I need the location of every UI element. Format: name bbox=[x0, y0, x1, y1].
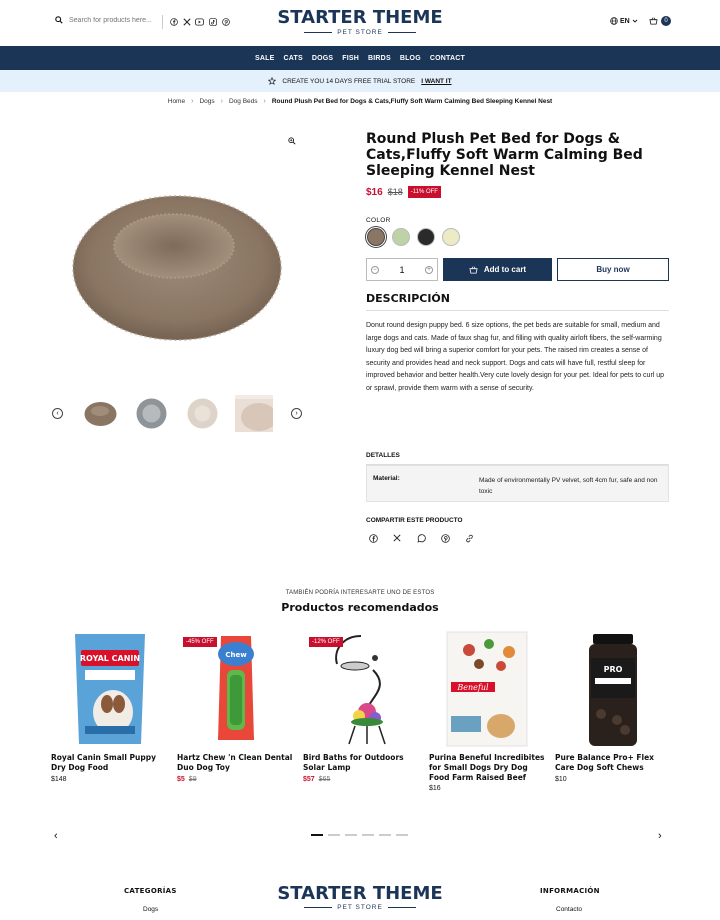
share-icons bbox=[368, 533, 474, 543]
product-card-price: $148 bbox=[51, 775, 67, 783]
buy-now-button[interactable]: Buy now bbox=[557, 258, 669, 281]
plus-icon[interactable]: + bbox=[425, 266, 433, 274]
promo-banner bbox=[0, 70, 720, 92]
product-card-price: $5 bbox=[177, 775, 185, 783]
detail-key: Material: bbox=[373, 475, 400, 482]
thumbnail-3[interactable] bbox=[184, 395, 221, 432]
breadcrumb bbox=[0, 98, 720, 105]
footer-logo-main: STARTER THEME bbox=[277, 883, 443, 904]
logo-main-text: STARTER THEME bbox=[277, 7, 443, 28]
product-card-name[interactable]: Purina Beneful Incredibites for Small Dogs Dry Dog Food Farm Raised Beef bbox=[429, 753, 545, 782]
facebook-icon[interactable] bbox=[169, 17, 178, 26]
product-card-name[interactable]: Hartz Chew 'n Clean Dental Duo Dog Toy bbox=[177, 753, 293, 772]
basket-icon bbox=[649, 17, 658, 25]
language-label: EN bbox=[620, 17, 630, 25]
search-icon bbox=[55, 16, 63, 24]
product-card[interactable] bbox=[429, 630, 547, 792]
zoom-icon[interactable] bbox=[288, 137, 296, 145]
tiktok-icon[interactable] bbox=[208, 17, 217, 26]
discount-badge: -11% OFF bbox=[408, 186, 441, 198]
product-card-old-price: $65 bbox=[318, 775, 331, 783]
svg-text:Chew: Chew bbox=[225, 651, 247, 659]
facebook-icon[interactable] bbox=[368, 533, 378, 543]
product-card-image[interactable] bbox=[429, 630, 547, 748]
footer-logo[interactable] bbox=[270, 884, 450, 911]
details-heading: DETALLES bbox=[366, 452, 669, 465]
product-card-name[interactable]: Royal Canin Small Puppy Dry Dog Food bbox=[51, 753, 156, 772]
description-heading: DESCRIPCIÓN bbox=[366, 292, 669, 311]
breadcrumb-current: Round Plush Pet Bed for Dogs & Cats,Fluffy Soft Warm Calming Bed Sleeping Kennel Nest bbox=[271, 98, 553, 105]
pinterest-icon[interactable] bbox=[221, 17, 230, 26]
product-description: Donut round design puppy bed. 6 size options, the pet beds are suitable for small, medium and large dogs and cats. Made of faux shag fur, and filling with quality airloft fibers, the self-warming luxury dog bed will bring a superior comfort for your pets. The raised rim creates a sense of security and provides head and neck support. Dogs and cats will have full, restful sleep for improved behavior and better health.Very cute lovely design for your pet. Ideal for pets to curl up or sprawl, provide them warm with a sense of security. bbox=[366, 322, 665, 392]
recommended-subtitle: TAMBIÉN PODRÍA INTERESARTE UNO DE ESTOS bbox=[285, 590, 435, 596]
x-icon[interactable] bbox=[182, 17, 191, 26]
carousel-dot[interactable] bbox=[362, 834, 374, 836]
product-card[interactable] bbox=[177, 630, 295, 783]
detail-value: Made of environmentally PV velvet, soft 4cm fur, safe and non toxic bbox=[479, 477, 658, 495]
chevron-left-icon: ‹ bbox=[54, 830, 58, 842]
gallery-next-button[interactable] bbox=[291, 408, 302, 419]
site-logo[interactable] bbox=[270, 8, 450, 36]
carousel-dot[interactable] bbox=[379, 834, 391, 836]
search-input[interactable] bbox=[69, 17, 154, 24]
product-title: Round Plush Pet Bed for Dogs & Cats,Fluffy Soft Warm Calming Bed Sleeping Kennel Nest bbox=[366, 131, 643, 179]
search-bar[interactable] bbox=[55, 16, 154, 24]
share-heading: COMPARTIR ESTE PRODUCTO bbox=[366, 517, 463, 524]
nav-item-sale[interactable]: SALE bbox=[255, 54, 275, 62]
product-card-price: $16 bbox=[429, 785, 441, 793]
carousel-dot[interactable] bbox=[311, 834, 323, 836]
social-links bbox=[169, 17, 230, 26]
language-selector[interactable] bbox=[610, 17, 638, 25]
breadcrumb-home[interactable]: Home bbox=[167, 98, 186, 105]
promo-text: CREATE YOU 14 DAYS FREE TRIAL STORE bbox=[282, 77, 416, 85]
link-icon[interactable] bbox=[464, 533, 474, 543]
globe-icon bbox=[610, 17, 618, 25]
cart-button[interactable] bbox=[649, 16, 671, 26]
product-card-name[interactable]: Pure Balance Pro+ Flex Care Dog Soft Chews bbox=[555, 753, 654, 772]
thumbnail-4[interactable] bbox=[235, 395, 273, 432]
discount-badge: -45% OFF bbox=[183, 637, 217, 647]
minus-icon[interactable]: − bbox=[371, 266, 379, 274]
thumbnail-2[interactable] bbox=[133, 395, 170, 432]
nav-item-birds[interactable]: BIRDS bbox=[368, 54, 391, 62]
carousel-prev-button[interactable] bbox=[54, 830, 58, 842]
carousel-dot[interactable] bbox=[396, 834, 408, 836]
nav-item-dogs[interactable]: DOGS bbox=[311, 54, 334, 62]
footer-info-title: INFORMACIÓN bbox=[540, 887, 600, 895]
thumbnail-1[interactable] bbox=[82, 395, 119, 432]
footer-link-dogs[interactable]: Dogs bbox=[143, 906, 159, 913]
product-card[interactable] bbox=[51, 630, 169, 783]
pinterest-icon[interactable] bbox=[440, 533, 450, 543]
quantity-stepper bbox=[366, 258, 438, 281]
product-card[interactable] bbox=[555, 630, 673, 783]
promo-link[interactable]: I WANT IT bbox=[421, 77, 452, 85]
svg-text:Beneful: Beneful bbox=[457, 683, 489, 692]
footer-categories-title: CATEGORÍAS bbox=[124, 887, 177, 895]
color-swatch-brown[interactable] bbox=[367, 228, 385, 246]
breadcrumb-dog-beds[interactable]: Dog Beds bbox=[228, 98, 258, 105]
svg-text:ROYAL CANIN: ROYAL CANIN bbox=[79, 654, 141, 663]
chevron-right-icon: › bbox=[191, 98, 194, 105]
carousel-pagination bbox=[311, 834, 408, 836]
site-header bbox=[0, 0, 720, 46]
chevron-right-icon: › bbox=[658, 830, 662, 842]
breadcrumb-dogs[interactable]: Dogs bbox=[199, 98, 215, 105]
discount-badge: -12% OFF bbox=[309, 637, 343, 647]
carousel-next-button[interactable] bbox=[658, 830, 662, 842]
carousel-dot[interactable] bbox=[328, 834, 340, 836]
product-card-image[interactable] bbox=[177, 630, 295, 748]
product-main-image[interactable] bbox=[70, 178, 284, 348]
product-card-name[interactable]: Bird Baths for Outdoors Solar Lamp bbox=[303, 753, 404, 772]
current-price: $16 bbox=[366, 186, 383, 198]
gallery-prev-button[interactable] bbox=[52, 408, 63, 419]
star-icon bbox=[268, 77, 276, 85]
old-price: $18 bbox=[387, 187, 403, 197]
nav-item-contact[interactable]: CONTACT bbox=[429, 54, 465, 62]
footer-link-contact[interactable]: Contacto bbox=[556, 906, 583, 913]
cart-count-badge: 0 bbox=[661, 16, 671, 26]
product-card-image[interactable] bbox=[555, 630, 673, 748]
nav-item-cats[interactable]: CATS bbox=[283, 54, 303, 62]
divider bbox=[162, 15, 163, 29]
nav-item-fish[interactable]: FISH bbox=[342, 54, 360, 62]
chevron-right-icon: › bbox=[220, 98, 223, 105]
color-label: COLOR bbox=[366, 217, 391, 224]
recommended-title: Productos recomendados bbox=[281, 601, 439, 614]
arrow-left-icon: ‹ bbox=[56, 410, 59, 417]
whatsapp-icon[interactable] bbox=[416, 533, 426, 543]
product-card-image[interactable] bbox=[303, 630, 421, 748]
add-to-cart-label: Add to cart bbox=[483, 265, 527, 274]
main-nav bbox=[0, 46, 720, 70]
add-to-cart-button[interactable] bbox=[443, 258, 552, 281]
svg-text:PRO: PRO bbox=[603, 665, 623, 674]
product-card-image[interactable] bbox=[51, 630, 169, 748]
product-card-price: $10 bbox=[555, 775, 567, 783]
chevron-down-icon bbox=[632, 18, 638, 24]
details-table bbox=[366, 465, 669, 502]
youtube-icon[interactable] bbox=[195, 17, 204, 26]
product-card-old-price: $9 bbox=[188, 775, 197, 783]
arrow-right-icon: › bbox=[295, 410, 298, 417]
quantity-value[interactable]: 1 bbox=[399, 264, 405, 275]
color-swatch-cream[interactable] bbox=[442, 228, 460, 246]
carousel-dot[interactable] bbox=[345, 834, 357, 836]
product-card-price: $57 bbox=[303, 775, 315, 783]
basket-icon bbox=[469, 266, 478, 274]
logo-sub-text: PET STORE bbox=[337, 29, 383, 36]
color-swatch-black[interactable] bbox=[417, 228, 435, 246]
x-icon[interactable] bbox=[392, 533, 402, 543]
product-card[interactable] bbox=[303, 630, 421, 783]
color-swatch-green[interactable] bbox=[392, 228, 410, 246]
footer-logo-sub: PET STORE bbox=[337, 904, 383, 911]
chevron-right-icon: › bbox=[263, 98, 266, 105]
price-block bbox=[366, 186, 441, 198]
nav-item-blog[interactable]: BLOG bbox=[399, 54, 421, 62]
